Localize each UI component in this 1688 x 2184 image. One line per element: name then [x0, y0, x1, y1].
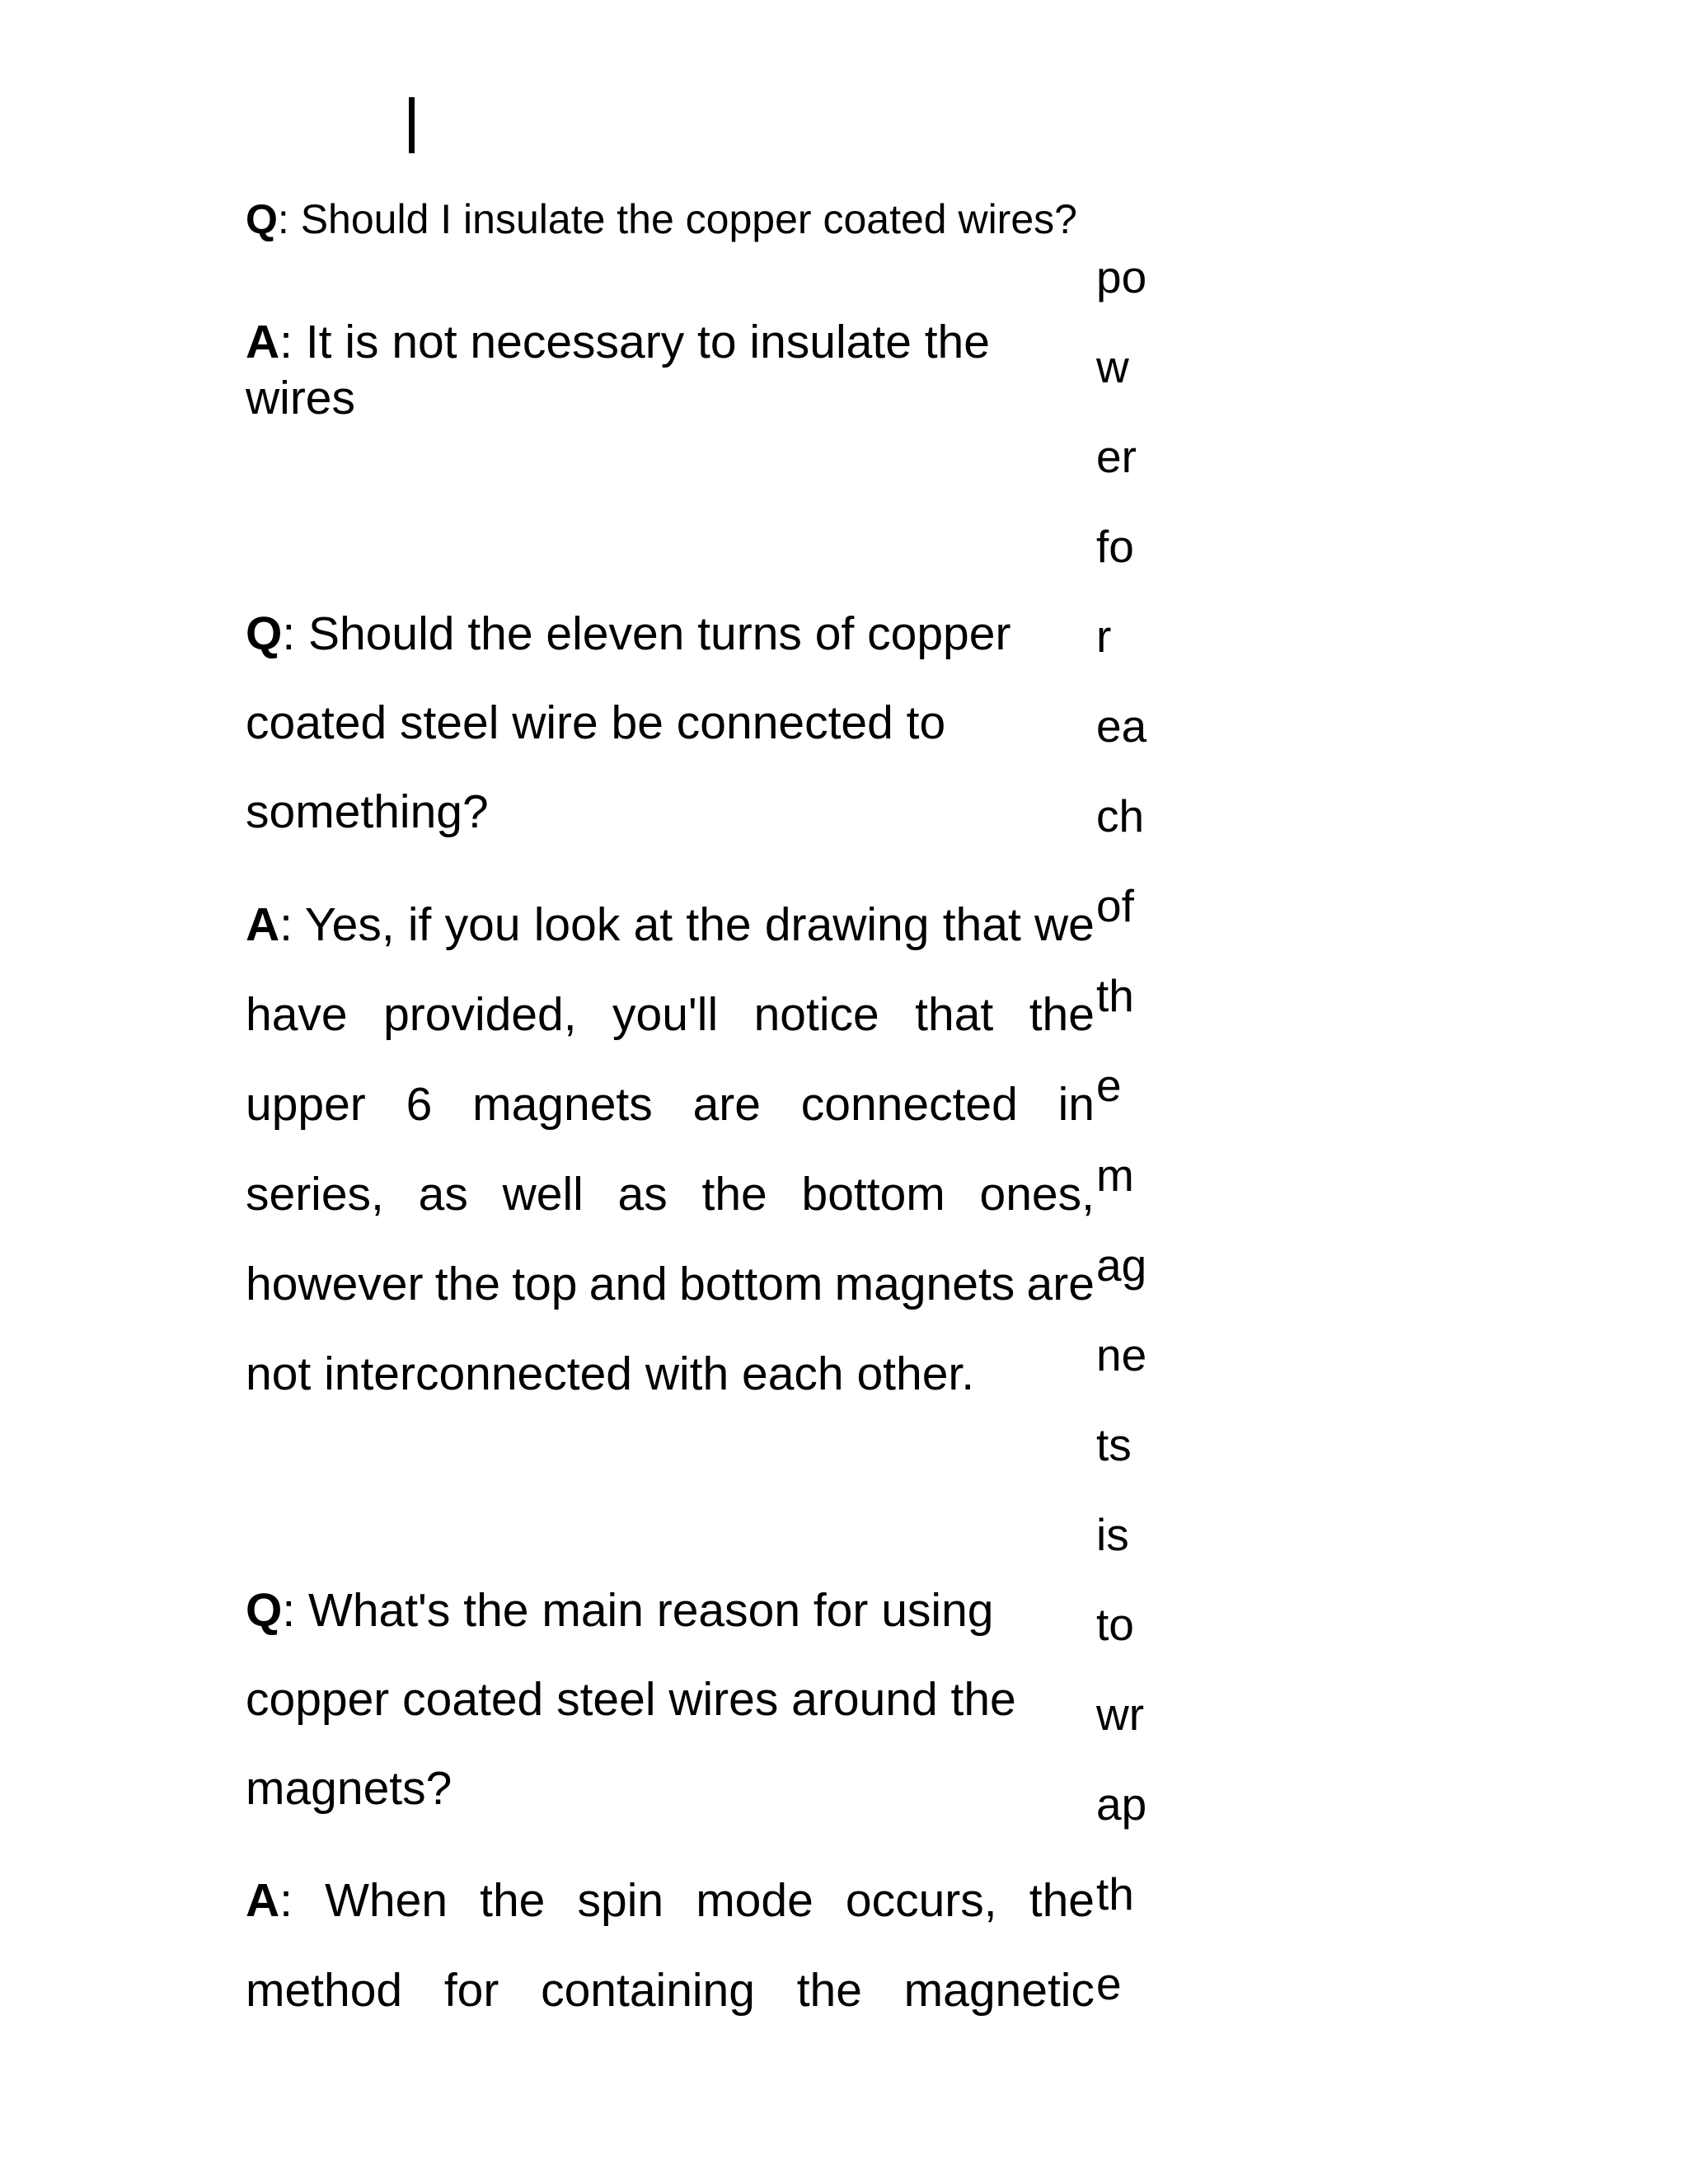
- answer-2-line: [246, 1167, 1095, 1221]
- word: the: [686, 898, 752, 951]
- answer-1-line: wires: [246, 372, 356, 424]
- word: 6: [406, 1078, 433, 1131]
- side-fragment: w: [1096, 341, 1129, 392]
- word: in: [1057, 1078, 1095, 1131]
- word: connected: [800, 1078, 1018, 1131]
- question-2-line: coated steel wire be connected to: [246, 696, 946, 749]
- word: occurs,: [845, 1874, 997, 1927]
- side-fragment: of: [1096, 880, 1134, 931]
- word: we: [1034, 898, 1095, 951]
- word: look: [533, 898, 621, 951]
- text-cursor-mark: [409, 97, 415, 153]
- side-fragment: e: [1096, 1060, 1122, 1111]
- word: magnetic: [903, 1964, 1095, 2017]
- word: drawing: [764, 898, 930, 951]
- word: that: [915, 988, 994, 1041]
- word: have: [246, 988, 348, 1041]
- word: the: [434, 1258, 500, 1310]
- word: top: [512, 1258, 578, 1310]
- side-fragment: r: [1096, 611, 1112, 662]
- question-2-lead: Q: [246, 607, 283, 660]
- answer-2-line: [246, 1257, 1095, 1311]
- question-2-line: [246, 607, 1010, 661]
- answer-2-first-word: [246, 898, 395, 952]
- answer-2-line: [246, 1077, 1095, 1132]
- answer-2-line: not interconnected with each other.: [246, 1347, 975, 1400]
- side-column-text: [1096, 0, 1212, 2184]
- word: and: [588, 1258, 668, 1310]
- side-fragment: to: [1096, 1599, 1134, 1650]
- answer-2-line: [246, 898, 1095, 952]
- side-fragment: ap: [1096, 1779, 1147, 1830]
- word: Yes,: [304, 898, 395, 951]
- question-3-lead: Q: [246, 1584, 283, 1637]
- question-3-line: copper coated steel wires around the: [246, 1673, 1016, 1726]
- word: mode: [696, 1874, 814, 1927]
- side-fragment: th: [1096, 1868, 1134, 1919]
- word: provided,: [383, 988, 577, 1041]
- side-fragment: th: [1096, 970, 1134, 1021]
- word: ones,: [979, 1168, 1095, 1221]
- word: the: [701, 1168, 767, 1221]
- word: series,: [246, 1168, 384, 1221]
- side-fragment: po: [1096, 251, 1147, 302]
- word: if: [407, 898, 432, 951]
- side-fragment: ch: [1096, 790, 1145, 841]
- question-1-text: : Should I insulate the copper coated wires?: [277, 196, 1077, 242]
- word: are: [1026, 1258, 1095, 1310]
- question-2-line-text: : Should the eleven turns of copper: [282, 607, 1011, 660]
- side-fragment: er: [1096, 431, 1137, 482]
- word: When: [325, 1874, 448, 1927]
- answer-2-line: [246, 987, 1095, 1042]
- word: well: [502, 1168, 584, 1221]
- side-fragment: m: [1096, 1150, 1134, 1201]
- word: however: [246, 1258, 424, 1310]
- word: you: [444, 898, 521, 951]
- answer-3-line: [246, 1873, 1095, 1928]
- word: as: [617, 1168, 668, 1221]
- word: the: [1029, 1874, 1095, 1927]
- word: notice: [753, 988, 879, 1041]
- word: :: [279, 898, 293, 951]
- question-3-line-text: : What's the main reason for using: [282, 1584, 994, 1637]
- question-1: [246, 195, 1077, 243]
- word: bottom: [801, 1168, 945, 1221]
- question-1-lead: Q: [246, 196, 278, 242]
- word: are: [692, 1078, 761, 1131]
- word: spin: [577, 1874, 664, 1927]
- side-fragment: ea: [1096, 701, 1147, 752]
- question-2-line: something?: [246, 785, 489, 838]
- answer-1-line: [246, 315, 990, 369]
- word: the: [796, 1964, 862, 2017]
- word: upper: [246, 1078, 366, 1131]
- question-3-line: magnets?: [246, 1762, 452, 1815]
- word: bottom: [679, 1258, 823, 1310]
- word: you'll: [612, 988, 719, 1041]
- question-3-line: [246, 1583, 993, 1638]
- word: as: [418, 1168, 468, 1221]
- word: magnets: [834, 1258, 1015, 1310]
- word: the: [1029, 988, 1095, 1041]
- side-fragment: ts: [1096, 1419, 1132, 1470]
- answer-1-line-text: : It is not necessary to insulate the: [279, 316, 990, 368]
- answer-2-lead: A: [246, 898, 280, 951]
- answer-1-lead: A: [246, 316, 280, 368]
- side-fragment: e: [1096, 1958, 1122, 2009]
- side-fragment: ne: [1096, 1329, 1147, 1380]
- side-fragment: fo: [1096, 521, 1134, 572]
- answer-3-lead: A: [246, 1874, 280, 1927]
- word: :: [279, 1874, 293, 1927]
- word: containing: [541, 1964, 755, 2017]
- answer-3-line: [246, 1963, 1095, 2018]
- word: the: [480, 1874, 546, 1927]
- word: method: [246, 1964, 403, 2017]
- word: at: [633, 898, 673, 951]
- side-fragment: wr: [1096, 1689, 1145, 1740]
- side-fragment: ag: [1096, 1240, 1147, 1291]
- side-fragment: is: [1096, 1509, 1129, 1560]
- word: that: [942, 898, 1021, 951]
- answer-3-first-word: [246, 1873, 293, 1928]
- word: for: [443, 1964, 499, 2017]
- word: magnets: [472, 1078, 653, 1131]
